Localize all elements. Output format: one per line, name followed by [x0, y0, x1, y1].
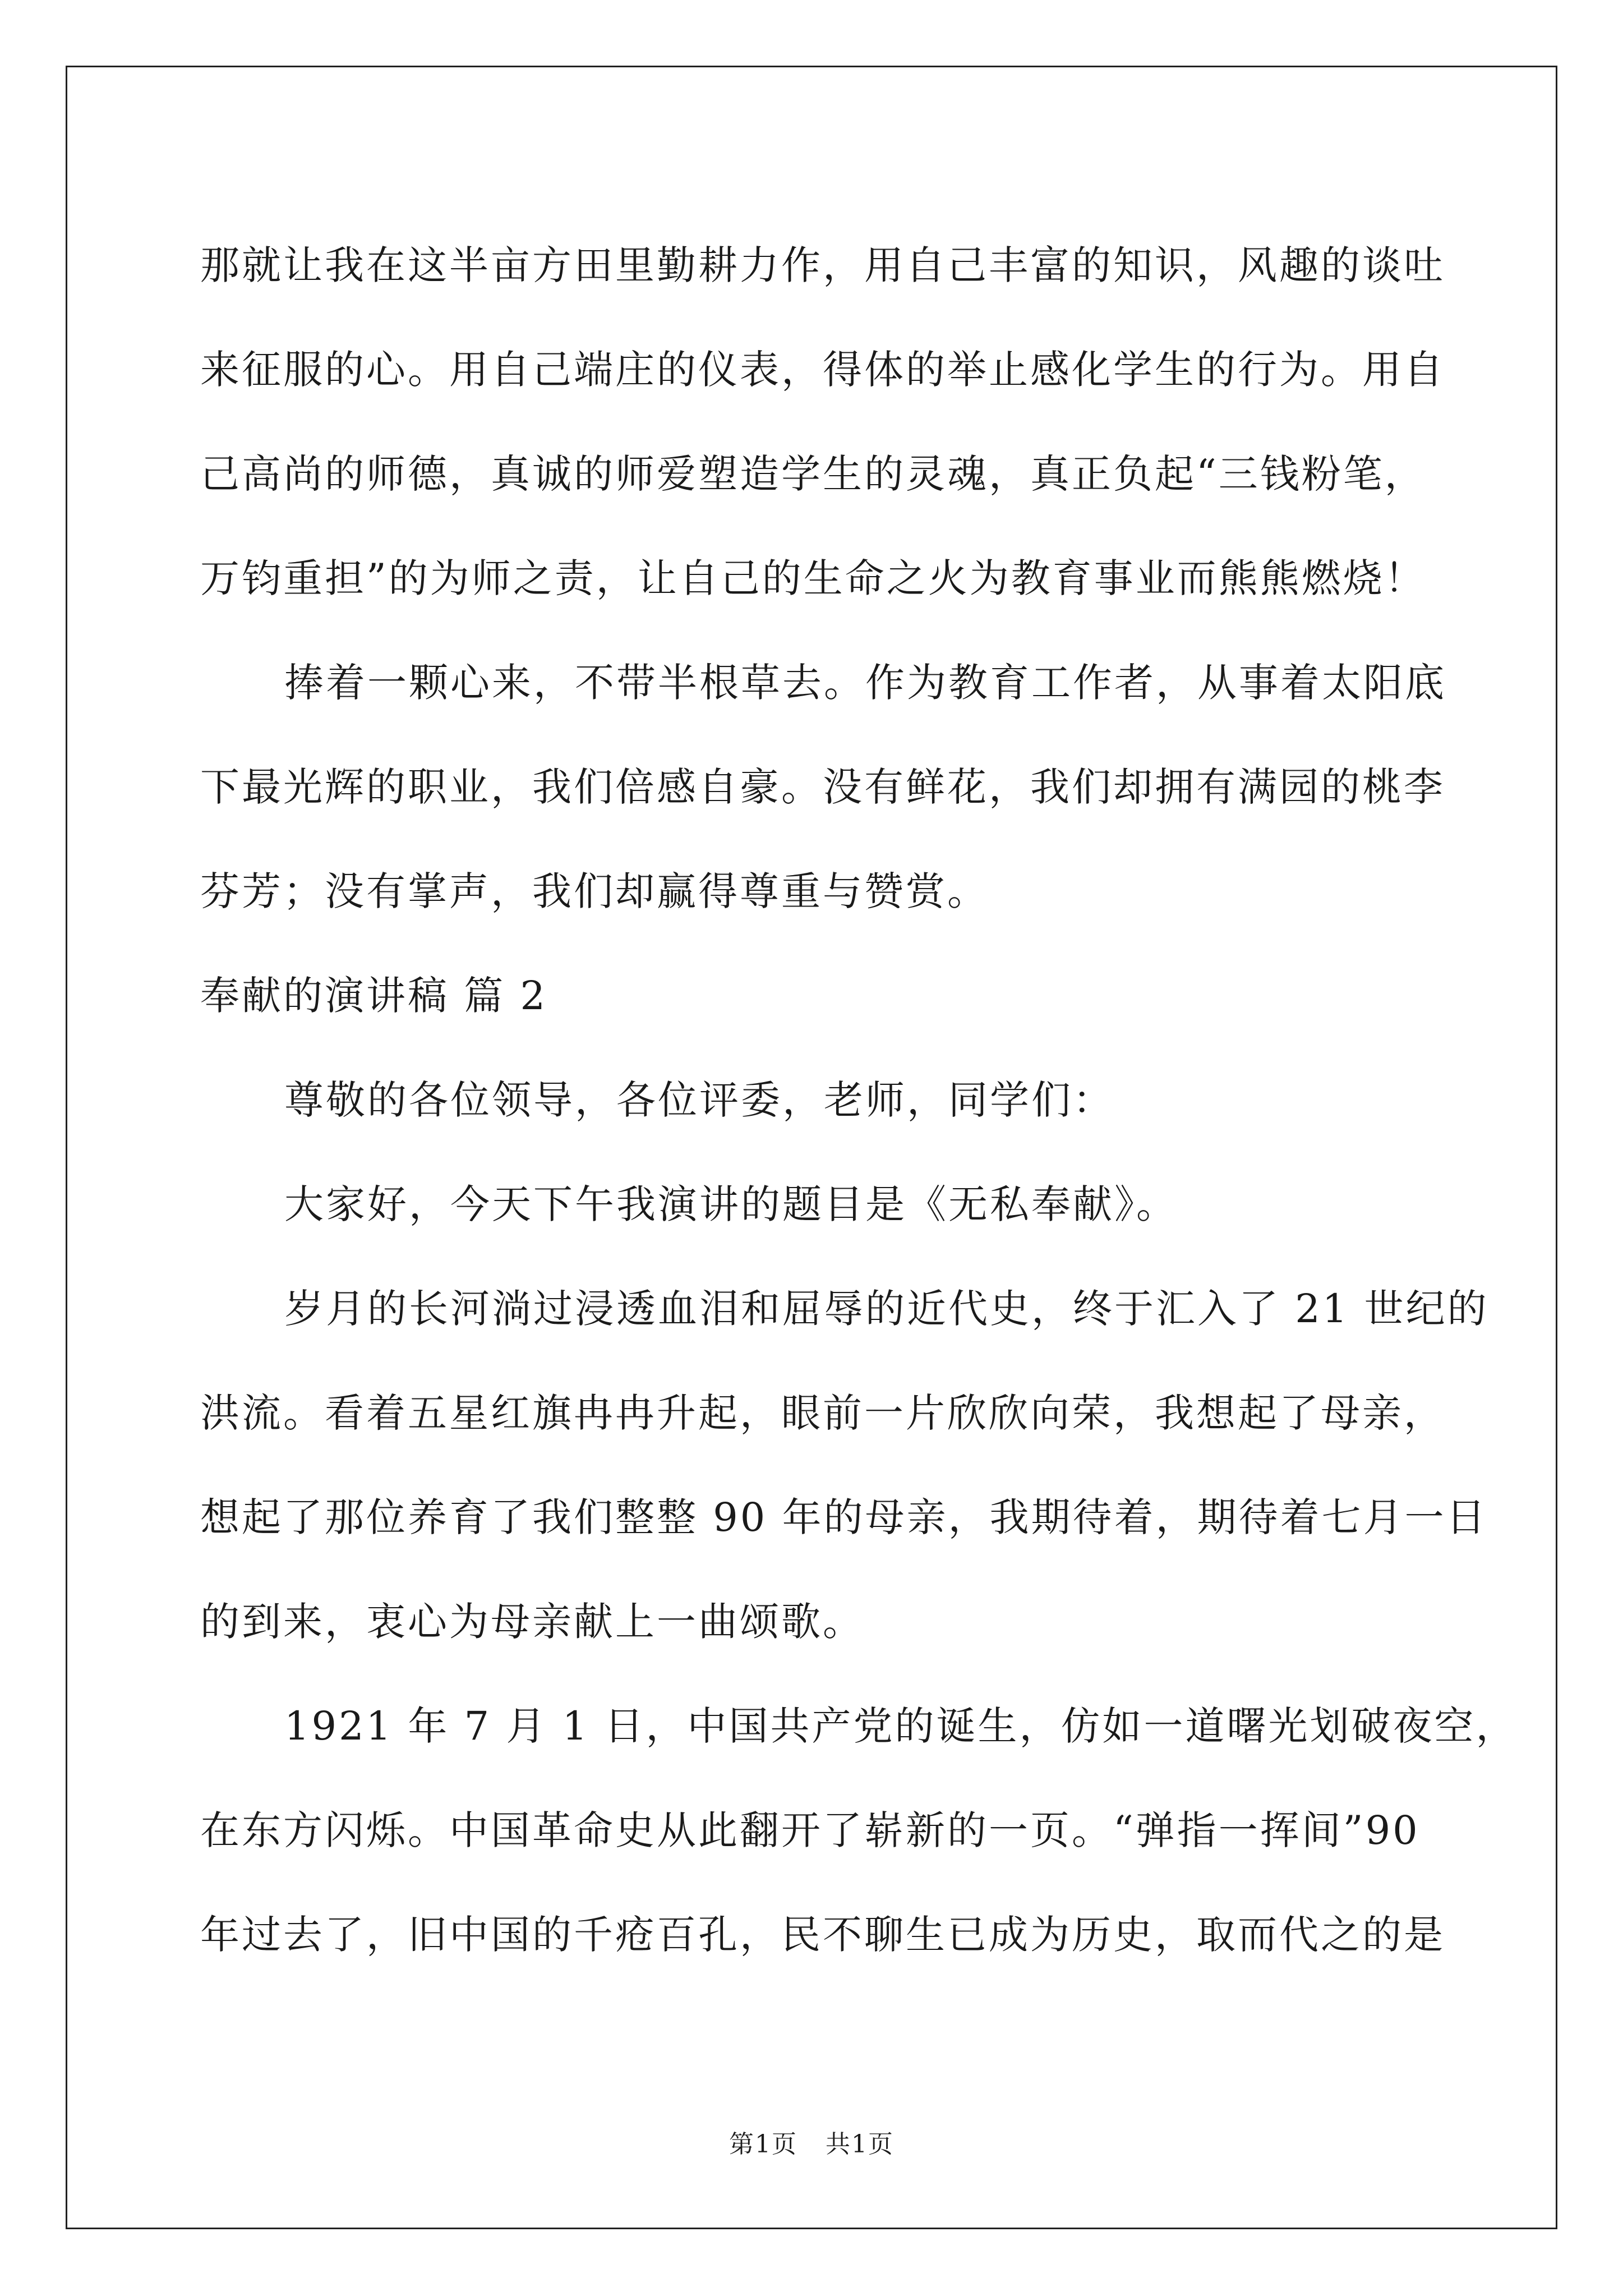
text-line-15: 1921 年 7 月 1 日，中国共产党的诞生，仿如一道曙光划破夜空， [284, 1703, 1518, 1749]
text-line-6: 下最光辉的职业，我们倍感自豪。没有鲜花，我们却拥有满园的桃李 [200, 764, 1445, 810]
text-line-5: 捧着一颗心来，不带半根草去。作为教育工作者，从事着太阳底 [284, 660, 1446, 706]
text-line-11: 岁月的长河淌过浸透血泪和屈辱的近代史，终于汇入了 21 世纪的 [284, 1286, 1489, 1332]
text-line-12: 洪流。看着五星红旗冉冉升起，眼前一片欣欣向荣，我想起了母亲， [200, 1390, 1445, 1436]
text-line-16: 在东方闪烁。中国革命史从此翻开了崭新的一页。“弹指一挥间”90 [200, 1807, 1420, 1853]
text-line-1: 那就让我在这半亩方田里勤耕力作，用自己丰富的知识，风趣的谈吐 [200, 242, 1445, 288]
text-line-4: 万钧重担”的为师之责，让自己的生命之火为教育事业而熊熊燃烧！ [200, 555, 1426, 601]
text-line-17: 年过去了，旧中国的千疮百孔，民不聊生已成为历史，取而代之的是 [200, 1912, 1445, 1958]
text-line-3: 己高尚的师德，真诚的师爱塑造学生的灵魂，真正负起“三钱粉笔， [200, 451, 1426, 497]
section-heading: 奉献的演讲稿 篇 2 [200, 973, 548, 1019]
page-number-total: 共1页 [826, 2130, 894, 2159]
text-line-9: 尊敬的各位领导，各位评委，老师，同学们： [284, 1077, 1114, 1123]
text-line-7: 芬芳；没有掌声，我们却赢得尊重与赞赏。 [200, 868, 989, 914]
text-line-14: 的到来，衷心为母亲献上一曲颂歌。 [200, 1599, 864, 1645]
text-line-13: 想起了那位养育了我们整整 90 年的母亲，我期待着，期待着七月一日 [200, 1494, 1488, 1540]
page-number-current: 第1页 [729, 2130, 797, 2159]
page-footer [0, 2128, 1623, 2161]
document-body [200, 213, 1518, 1987]
text-line-10: 大家好，今天下午我演讲的题目是《无私奉献》。 [284, 1181, 1178, 1227]
text-line-2: 来征服的心。用自己端庄的仪表，得体的举止感化学生的行为。用自 [200, 347, 1445, 393]
